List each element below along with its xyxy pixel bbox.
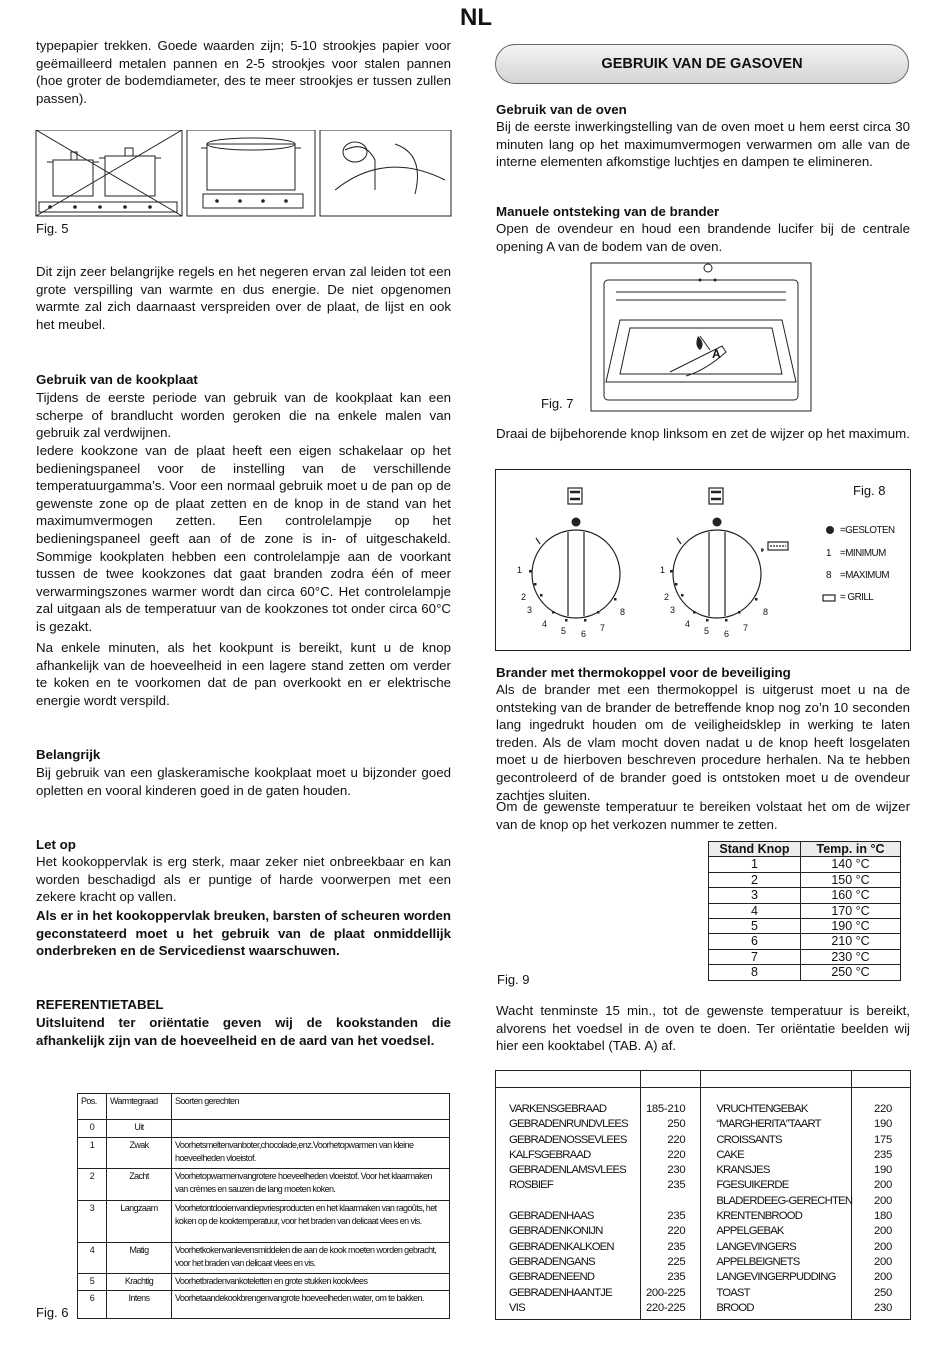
intro-paragraph: typepapier trekken. Goede waarden zijn; 5-10 strookjes papier voor geëmailleerd metalen pannen en 2-5 strookjes voor stalen pannen (hoe groter de bodemdiameter, des te meer strookjes er tussen zullen passen). [36, 38, 451, 106]
table-cell: 170 °C [801, 903, 901, 918]
table-row [496, 1102, 910, 1117]
temperature-cell: 235 [667, 1271, 686, 1284]
table-row [709, 888, 901, 903]
kookplaat-paragraph-1: Tijdens de eerste periode van gebruik van de kookplaat kan een scherpe of brandlucht worden geroken die na enkele malen van gebruik zal verdwijnen. [36, 390, 451, 441]
table-row [709, 903, 901, 918]
dish-name-cell: VIS [509, 1301, 525, 1314]
table-row [496, 1286, 910, 1301]
table-cell: 210 °C [801, 934, 901, 949]
kookplaat-paragraph-2: Iedere kookzone van de plaat heeft een eigen schakelaar op het bedieningspaneel voor de instelling van de verschillende temperatuurgamma’s. Voor een normaal gebruik moet u de pan op de gewenste zone op de plaat zetten en de knop in de stand van het maximumvermogen zetten. Een controlelampje op het bedieningspaneel geeft aan of de zone is in- of uitgeschakeld. Sommige kookplaten hebben een controlelampje aan de voorkant tussen de twee kookzones dat gaat branden zodra één of meer verwarmingszones warmer wordt dan circa 60°C. Het controlelampje zal uitgaan als de temperatuur van de kookzones tot onder circa 60°C is gezakt. [36, 443, 451, 634]
knob-number: 3 [670, 605, 676, 615]
legend-grill: = GRILL [840, 592, 874, 603]
temperature-cell: 175 [874, 1133, 892, 1146]
fig7-caption: Fig. 7 [541, 396, 574, 411]
table-row [496, 1240, 910, 1255]
temperature-cell [638, 1194, 704, 1209]
letop-warning: Als er in het kookoppervlak breuken, barsten of scheuren worden geconstateerd moet u het gebruik van de plaat onmiddellijk onderbreken en de Servicedienst waarschuwen. [36, 908, 451, 959]
dish-name-cell: APPELGEBAK [716, 1225, 784, 1238]
column-header: Soorten gerechten [172, 1094, 450, 1120]
fig8-caption: Fig. 8 [853, 483, 886, 498]
kookplaat-paragraph-3: Na enkele minuten, als het kookpunt is bereikt, kunt u de knop afhankelijk van de hoeveelheid in een lagere stand zetten om verder te koken en te voorkomen dat de pan overkookt en er elektrische energie wordt verspild. [36, 640, 451, 708]
dish-name-cell: GEBRADENHAANTJE [509, 1286, 612, 1299]
knob-number: 5 [704, 626, 710, 636]
column-header: Temp. in °C [801, 842, 901, 857]
table-cell: 6 [78, 1291, 107, 1319]
manual-ignition-heading: Manuele ontsteking van de brander [496, 204, 720, 219]
dish-name-cell: GEBRADENEEND [509, 1271, 595, 1284]
fig9-caption: Fig. 9 [497, 972, 530, 987]
table-cell: 190 °C [801, 919, 901, 934]
table-row [496, 1163, 910, 1178]
figure-5 [35, 130, 452, 218]
dish-name-cell: VARKENSGEBRAAD [509, 1103, 607, 1115]
table-cell: Voorhetopwarmenvangrotere hoeveelheden vloeistof. Voor het klaarmaken van crèmes en sauzen die lang moeten koken. [172, 1169, 450, 1201]
knob-number: 1 [660, 565, 666, 575]
table-row [496, 1194, 910, 1209]
table-cell: Uit [107, 1120, 172, 1138]
temperature-table [708, 841, 901, 981]
table-cell: 160 °C [801, 888, 901, 903]
knob-number: 4 [542, 619, 548, 629]
table-row [496, 1209, 910, 1224]
thermocouple-paragraph-2: Om de gewenste temperatuur te bereiken volstaat het om de wijzer van de knop op het verkozen nummer te zetten. [496, 799, 910, 832]
dish-name-cell: BROOD [716, 1301, 754, 1314]
fig5-caption: Fig. 5 [36, 221, 69, 236]
table-row [496, 1224, 910, 1239]
dish-name-cell: LANGEVINGERPUDDING [716, 1271, 836, 1284]
table-cell: 5 [709, 919, 801, 934]
table-cell: 4 [709, 903, 801, 918]
table-cell: 250 °C [801, 965, 901, 980]
dish-name-cell: KRENTENBROOD [716, 1210, 803, 1223]
letop-heading: Let op [36, 837, 76, 852]
table-row [709, 949, 901, 964]
dish-name-cell: GEBRADENHAAS [509, 1210, 594, 1223]
table-cell: 4 [78, 1243, 107, 1274]
temperature-cell: 220 [667, 1148, 686, 1161]
table-cell: Langzaam [107, 1201, 172, 1243]
oven-heading: Gebruik van de oven [496, 102, 627, 117]
temperature-cell: 225 [667, 1255, 686, 1268]
dish-name-cell: VRUCHTENGEBAK [716, 1103, 808, 1115]
table-cell: 6 [709, 934, 801, 949]
knob-number: 6 [581, 629, 587, 639]
table-row [78, 1169, 450, 1201]
legend-closed: =GESLOTEN [840, 525, 895, 536]
table-cell: 1 [78, 1138, 107, 1169]
knob-number: 2 [664, 592, 670, 602]
oven-paragraph: Bij de eerste inwerkingstelling van de oven moet u hem eerst circa 30 minuten lang op het maximumvermogen verwarmen om alle van de interne elementen afkomstige luchtjes en dampen te elimineren. [496, 119, 910, 170]
table-row [496, 1301, 910, 1316]
table-cell: Voorhetontdooienvandiepvriesproducten en het klaarmaken van ragoûts, het koken op de kooktemperatuur, voor het braden van delicaat vlees en vis. [172, 1201, 450, 1243]
table-cell: 2 [709, 872, 801, 887]
table-row [496, 1117, 910, 1132]
thermocouple-paragraph-1: Als de brander met een thermokoppel is uitgerust moet u na de ontsteking van de brander de betreffende knop nog zo’n 10 seconden lang ingedrukt houden om de veiligheidsklep in werking te laten treden. Als de vlam mocht doven nadat u de knop heeft losgelaten moet u de hierboven beschreven procedure herhalen. Na te hebben gecontroleerd of de brander goed is ontstoken moet u de ovendeur zachtjes sluiten. [496, 682, 910, 803]
temperature-cell: 230 [667, 1164, 686, 1177]
figure-8 [495, 469, 911, 651]
table-row [496, 1148, 910, 1163]
temperature-cell: 235 [667, 1240, 686, 1253]
temperature-cell: 200 [874, 1194, 892, 1207]
temperature-cell: 200 [874, 1225, 892, 1238]
temperature-cell: 220 [874, 1103, 892, 1115]
oven-interior-illustration [590, 262, 812, 412]
knob-number: 4 [685, 619, 691, 629]
wait-paragraph: Wacht tenminste 15 min., tot de gewenste temperatuur is bereikt, alvorens het voedsel in de oven te doen. Ter oriëntatie beelden wij hier een kooktabel (TAB. A) af. [496, 1003, 910, 1054]
temperature-cell: 235 [874, 1148, 892, 1161]
table-row [496, 1270, 910, 1285]
table-cell: Voorhetkokenvanlevensmiddelen die aan de kook moeten worden gebracht, voor het braden van delicaat vlees en vis. [172, 1243, 450, 1274]
table-cell: 140 °C [801, 857, 901, 872]
section-header: GEBRUIK VAN DE GASOVEN [495, 44, 909, 84]
dish-name-cell: GEBRADENOSSEVLEES [509, 1133, 627, 1146]
table-cell: Voorhetbradenvankoteletten en grote stukken kookvlees [172, 1274, 450, 1291]
temperature-cell: 220-225 [645, 1301, 686, 1314]
kookplaat-heading: Gebruik van de kookplaat [36, 372, 198, 387]
table-row [78, 1291, 450, 1319]
cooking-table [496, 1102, 910, 1316]
temperature-cell: 250 [874, 1286, 892, 1299]
table-cell: 8 [709, 965, 801, 980]
temperature-cell: 200 [874, 1255, 892, 1268]
table-row [496, 1255, 910, 1270]
letop-paragraph: Het kookoppervlak is erg sterk, maar zeker niet onbreekbaar en kan worden beschadigd als er puntige of harde voorwerpen met een zekere kracht op vallen. [36, 854, 451, 905]
knob-number: 2 [521, 592, 527, 602]
temperature-cell: 200-225 [645, 1286, 686, 1299]
legend-maximum-number: 8 [826, 570, 831, 581]
knob-number: 5 [561, 626, 567, 636]
table-row [78, 1120, 450, 1138]
temperature-cell: 235 [667, 1210, 686, 1223]
table-cell: Zacht [107, 1169, 172, 1201]
table-cell: Matig [107, 1243, 172, 1274]
dish-name-cell: GEBRADENRUNDVLEES [509, 1118, 628, 1131]
table-row [709, 965, 901, 980]
turn-knob-paragraph: Draai de bijbehorende knop linksom en zet de wijzer op het maximum. [496, 426, 910, 441]
table-row [496, 1133, 910, 1148]
table-row [78, 1201, 450, 1243]
dish-name-cell: CROISSANTS [716, 1133, 782, 1146]
dish-name-cell: GEBRADENKALKOEN [509, 1240, 614, 1253]
belangrijk-heading: Belangrijk [36, 747, 101, 762]
temperature-cell: 190 [874, 1118, 892, 1131]
rules-paragraph: Dit zijn zeer belangrijke regels en het negeren ervan zal leiden tot een grote verspilling van warmte en dus energie. De niet opgenomen warmte zal zich daarnaast verspreiden over de plaat, de lijst en ook het meubel. [36, 264, 451, 332]
table-row [78, 1274, 450, 1291]
knob-diagram [496, 470, 910, 650]
column-header: Pos. [78, 1094, 107, 1120]
dish-name-cell: KALFSGEBRAAD [509, 1148, 591, 1161]
knob-number: 7 [743, 623, 749, 633]
legend-maximum: =MAXIMUM [840, 570, 890, 581]
temperature-cell: 220 [667, 1225, 686, 1238]
figure-7 [590, 262, 812, 412]
legend-minimum: =MINIMUM [840, 548, 886, 559]
temperature-cell: 180 [874, 1210, 892, 1223]
temperature-cell: 200 [874, 1271, 892, 1284]
table-row [496, 1178, 910, 1193]
opening-a-label: A [712, 347, 721, 361]
reference-heading: REFERENTIETABEL [36, 997, 164, 1012]
column-header: Warmtegraad [107, 1094, 172, 1120]
temperature-cell: 190 [874, 1164, 892, 1177]
dish-name-cell: BLADERDEEG-GERECHTEN [716, 1194, 853, 1207]
dish-name-cell [496, 1194, 638, 1209]
knob-number: 8 [763, 607, 769, 617]
fig6-caption: Fig. 6 [36, 1305, 69, 1320]
temperature-cell: 200 [874, 1240, 892, 1253]
dish-name-cell: ROSBIEF [509, 1179, 553, 1192]
table-cell: Zwak [107, 1138, 172, 1169]
thermocouple-heading: Brander met thermokoppel voor de beveiliging [496, 665, 791, 680]
dish-name-cell: CAKE [716, 1148, 744, 1161]
table-row [78, 1138, 450, 1169]
table-cell: Krachtig [107, 1274, 172, 1291]
legend-minimum-number: 1 [826, 548, 831, 559]
table-cell: Intens [107, 1291, 172, 1319]
temperature-cell: 230 [874, 1301, 892, 1314]
column-header: Stand Knop [709, 842, 801, 857]
table-row [709, 919, 901, 934]
table-cell: 0 [78, 1120, 107, 1138]
temperature-cell: 185-210 [645, 1103, 686, 1115]
manual-ignition-paragraph: Open de ovendeur en houd een brandende lucifer bij de centrale opening A van de bodem van de oven. [496, 221, 910, 254]
knob-number: 1 [517, 565, 523, 575]
table-row [709, 872, 901, 887]
table-divider [496, 1087, 910, 1088]
dish-name-cell: GEBRADENLAMSVLEES [509, 1164, 626, 1177]
dish-name-cell: FGESUIKERDE [716, 1179, 789, 1192]
knob-number: 6 [724, 629, 730, 639]
temperature-cell: 250 [667, 1118, 686, 1131]
table-cell: 3 [78, 1201, 107, 1243]
temperature-cell: 235 [667, 1179, 686, 1192]
table-cell: Voorhetsmeltenvanboter,chocolade,enz.Voorhetopwarmen van kleine hoeveelheden vloeistof. [172, 1138, 450, 1169]
knob-number: 7 [600, 623, 606, 633]
dish-name-cell: TOAST [716, 1286, 750, 1299]
table-row [709, 857, 901, 872]
table-header-row [709, 842, 901, 857]
temperature-cell: 220 [667, 1133, 686, 1146]
table-cell: Voorhetaandekookbrengenvangrote hoeveelheden water, om te bakken. [172, 1291, 450, 1319]
dish-name-cell: APPELBEIGNETS [716, 1255, 800, 1268]
table-cell: 230 °C [801, 949, 901, 964]
dish-name-cell: GEBRADENKONIJN [509, 1225, 603, 1238]
pans-illustration [35, 130, 452, 218]
reference-table [77, 1093, 450, 1319]
table-row [709, 934, 901, 949]
knob-number: 8 [620, 607, 626, 617]
dish-name-cell: GEBRADENGANS [509, 1255, 595, 1268]
reference-intro: Uitsluitend ter oriëntatie geven wij de kookstanden die afhankelijk zijn van de hoeveelheid en de aard van het voedsel. [36, 1015, 451, 1048]
table-cell: 7 [709, 949, 801, 964]
table-cell: 5 [78, 1274, 107, 1291]
table-cell: 150 °C [801, 872, 901, 887]
table-header-row [78, 1094, 450, 1120]
dish-name-cell: KRANSJES [716, 1164, 770, 1177]
table-cell: 1 [709, 857, 801, 872]
table-cell: 3 [709, 888, 801, 903]
table-cell: 2 [78, 1169, 107, 1201]
temperature-cell: 200 [874, 1179, 892, 1192]
table-cell [172, 1120, 450, 1138]
knob-number: 3 [527, 605, 533, 615]
language-code: NL [460, 4, 492, 31]
dish-name-cell: LANGEVINGERS [716, 1240, 796, 1253]
table-row [78, 1243, 450, 1274]
belangrijk-paragraph: Bij gebruik van een glaskeramische kookplaat moet u bijzonder goed opletten en vooral kinderen goed in de gaten houden. [36, 765, 451, 798]
dish-name-cell: “MARGHERITA”TAART [716, 1118, 821, 1131]
